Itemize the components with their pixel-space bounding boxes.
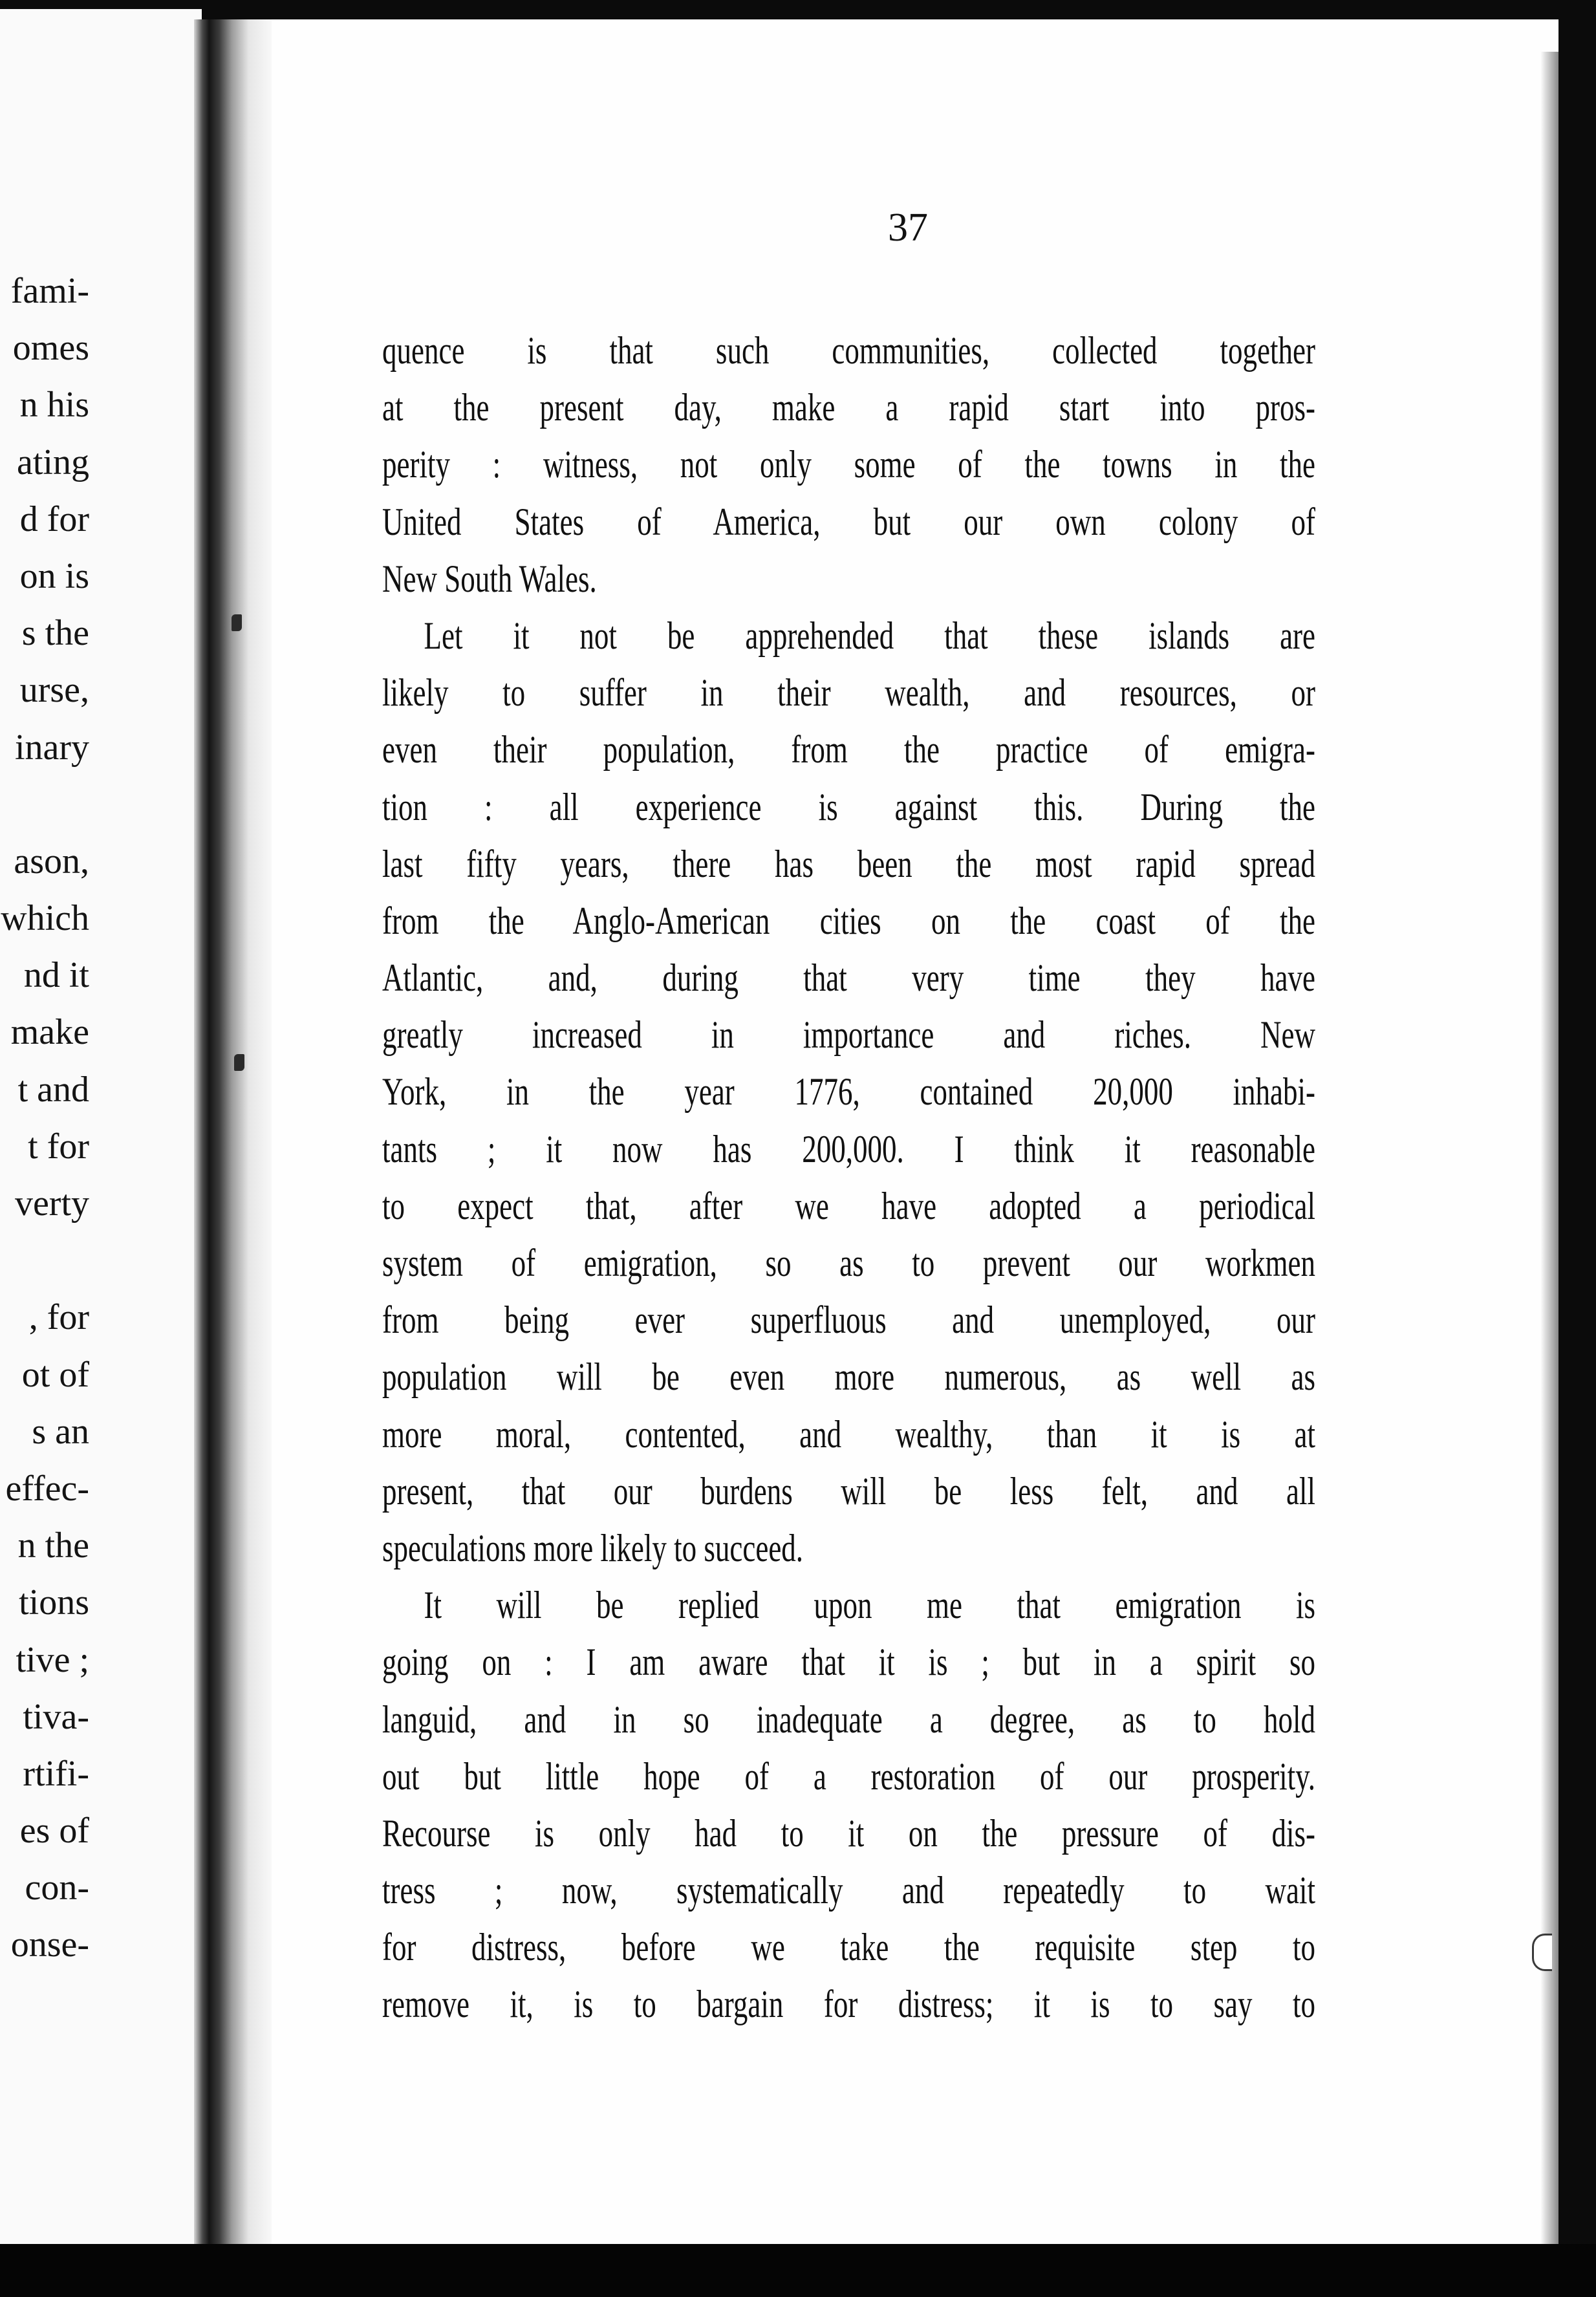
text-line: population will be even more numerous, as well as [382,1355,1315,1399]
text-line: likely to suffer in their wealth, and resources, or [382,671,1315,715]
text-line: York, in the year 1776, contained 20,000 inhabi- [382,1070,1315,1114]
text-line: Recourse is only had to it on the pressure of dis- [382,1811,1315,1855]
binding-thread-mark [232,614,242,631]
text-line: perity : witness, not only some of the towns in the [382,443,1315,486]
text-line: system of emigration, so as to prevent our workmen [382,1242,1315,1284]
left-fragment-line: t and [17,1069,89,1110]
left-fragment-line [0,776,89,833]
text-line: speculations more likely to succeed. [382,1526,804,1569]
left-fragment-line: t for [28,1126,89,1167]
left-fragment-line: inary [14,727,89,768]
body-text [382,322,1315,2033]
text-line: present, that our burdens will be less felt, and all [382,1469,1315,1513]
left-fragment-line: verty [14,1183,89,1224]
text-line: even their population, from the practice of emigra- [382,728,1315,771]
text-line: languid, and in so inadequate a degree, as to hold [382,1698,1315,1741]
left-fragment-line: omes [12,328,89,369]
left-fragment-line: tions [19,1582,89,1623]
left-fragment-line: on is [19,555,89,596]
text-line: last fifty years, there has been the most rapid spread [382,842,1315,885]
left-fragment-line: nd it [23,955,89,996]
left-page-text-fragments [0,263,89,1974]
left-fragment-line: con- [25,1868,89,1908]
left-fragment-line: onse- [10,1925,89,1965]
left-fragment-line: effec- [5,1468,89,1509]
text-line: It will be replied upon me that emigration is [424,1584,1315,1627]
text-line: tants ; it now has 200,000. I think it reasonable [382,1127,1315,1170]
left-fragment-line: n his [19,385,89,426]
page-edge-shadow [1540,52,1558,2244]
text-line: for distress, before we take the requisite step to [382,1926,1315,1969]
text-line: at the present day, make a rapid start into pros- [382,386,1315,429]
text-line: from being ever superfluous and unemployed, our [382,1299,1315,1342]
left-fragment-line: rtifi- [23,1753,89,1794]
text-line: New South Wales. [382,557,597,600]
text-line: United States of America, but our own colony of [382,500,1315,543]
text-line: out but little hope of a restoration of our prosperity. [382,1754,1315,1798]
text-line: quence is that such communities, collected together [382,329,1315,372]
right-page [272,19,1558,2244]
text-line: tion : all experience is against this. During the [382,785,1315,828]
left-fragment-line: d for [19,499,89,539]
left-fragment-line: es of [19,1811,89,1851]
left-fragment-line [0,1232,89,1289]
left-fragment-line: n the [17,1526,89,1566]
binding-thread-mark [234,1054,244,1071]
text-line: to expect that, after we have adopted a periodical [382,1184,1315,1227]
left-fragment-line: urse, [19,670,89,711]
text-line: Atlantic, and, during that very time they have [382,956,1315,1000]
text-line: more moral, contented, and wealthy, than it is at [382,1412,1315,1456]
text-line: remove it, is to bargain for distress; it is to say to [382,1983,1315,2026]
left-fragment-line: ating [17,442,89,482]
text-line: greatly increased in importance and riches. New [382,1013,1315,1057]
left-fragment-line: ason, [14,841,89,881]
left-fragment-line: fami- [10,271,89,311]
scan-bottom-border [0,2244,1596,2297]
text-line: tress ; now, systematically and repeatedly to wait [382,1869,1315,1912]
page-edge-tab [1532,1934,1552,1971]
left-page [0,9,202,2244]
left-fragment-line: tiva- [23,1696,89,1737]
left-fragment-line: ot of [21,1354,89,1395]
binding-gutter-shadow [194,19,278,2244]
text-line: going on : I am aware that it is ; but in a spirit so [382,1641,1315,1684]
left-fragment-line: s the [21,613,89,654]
left-fragment-line: make [10,1012,89,1053]
left-fragment-line: , for [28,1297,89,1338]
left-fragment-line: tive ; [16,1639,89,1680]
left-fragment-line: s an [32,1411,89,1452]
page-number: 37 [888,206,928,250]
left-fragment-line: which [1,898,89,939]
text-line: Let it not be apprehended that these islands are [424,614,1315,657]
text-line: from the Anglo-American cities on the coast of the [382,899,1315,942]
